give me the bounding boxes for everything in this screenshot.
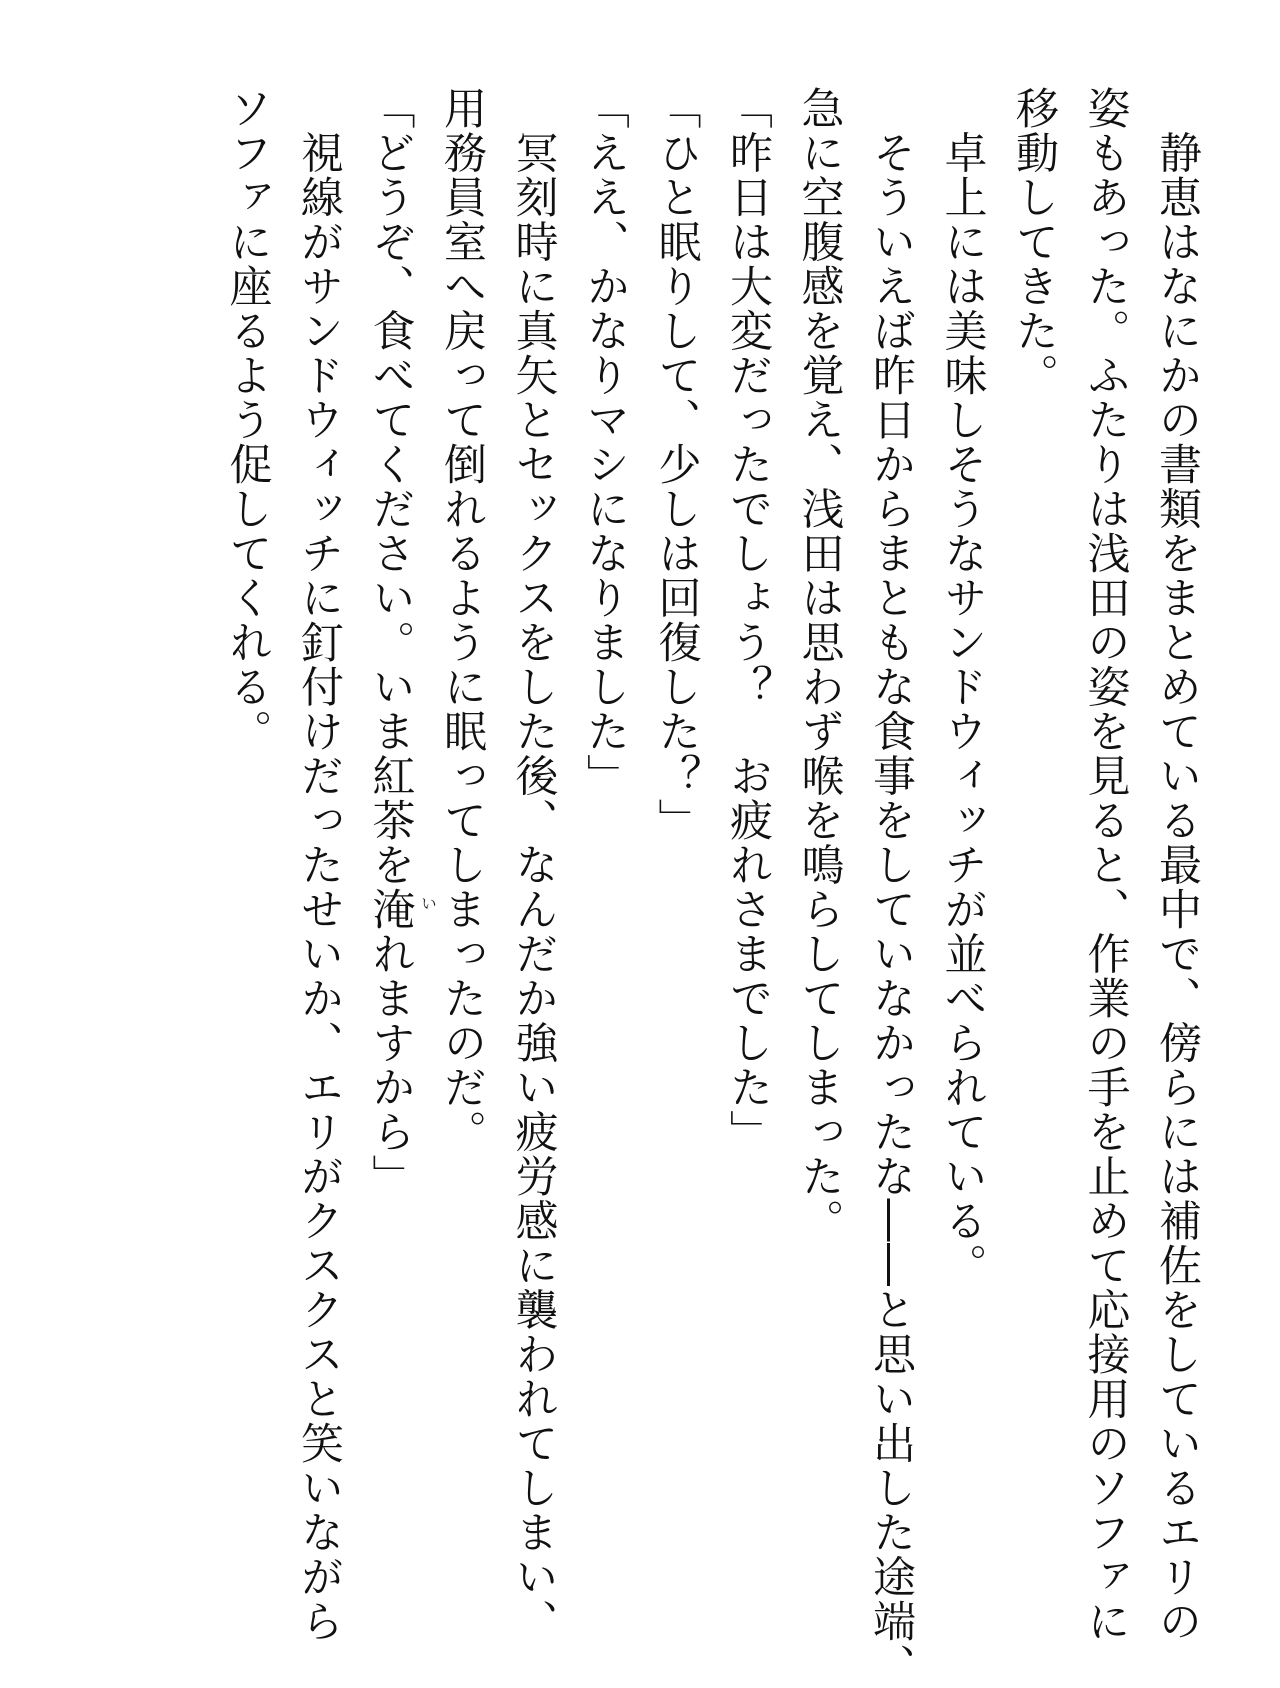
text-line: 用務員室へ戻って倒れるように眠ってしまったのだ。	[437, 86, 487, 1154]
dialogue-line: 「どうぞ、食べてください。いま紅茶を淹 いれますから」	[354, 86, 426, 1626]
text-line: 急に空腹感を覚え、浅田は思わず喉を鳴らしてしまった。	[794, 86, 845, 1243]
dialogue-line: 「昨日は大変だったでしょう？ お疲れさまでした」	[723, 86, 773, 1154]
text-line: 移動してきた。	[1009, 86, 1059, 398]
text-line: 姿もあった。ふたりは浅田の姿を見ると、作業の手を止めて応接用のソファに	[1080, 86, 1131, 1644]
vertical-text-block	[211, 86, 1212, 1688]
text-line: 冥刻時に真矢とセックスをした後、なんだか強い疲労感に襲われてしまい、	[508, 86, 559, 1644]
text-line: 視線がサンドウィッチに釘付けだったせいか、エリがクスクスと笑いながら	[294, 86, 344, 1644]
text-line: 卓上には美味しそうなサンドウィッチが並べられている。	[937, 86, 988, 1288]
dialogue-line: 「ええ、かなりマシになりました」	[580, 86, 630, 798]
text-line: 静恵はなにかの書類をまとめている最中で、傍らには補佐をしているエリの	[1152, 86, 1202, 1644]
furigana-base: 淹 い	[366, 887, 416, 932]
dialogue-line: 「ひと眠りして、少しは回復した？」	[651, 86, 702, 843]
text-line: ソファに座るよう促してくれる。	[222, 86, 273, 754]
text-line: そういえば昨日からまともな食事をしていなかったな――と思い出した途端、	[866, 86, 916, 1688]
